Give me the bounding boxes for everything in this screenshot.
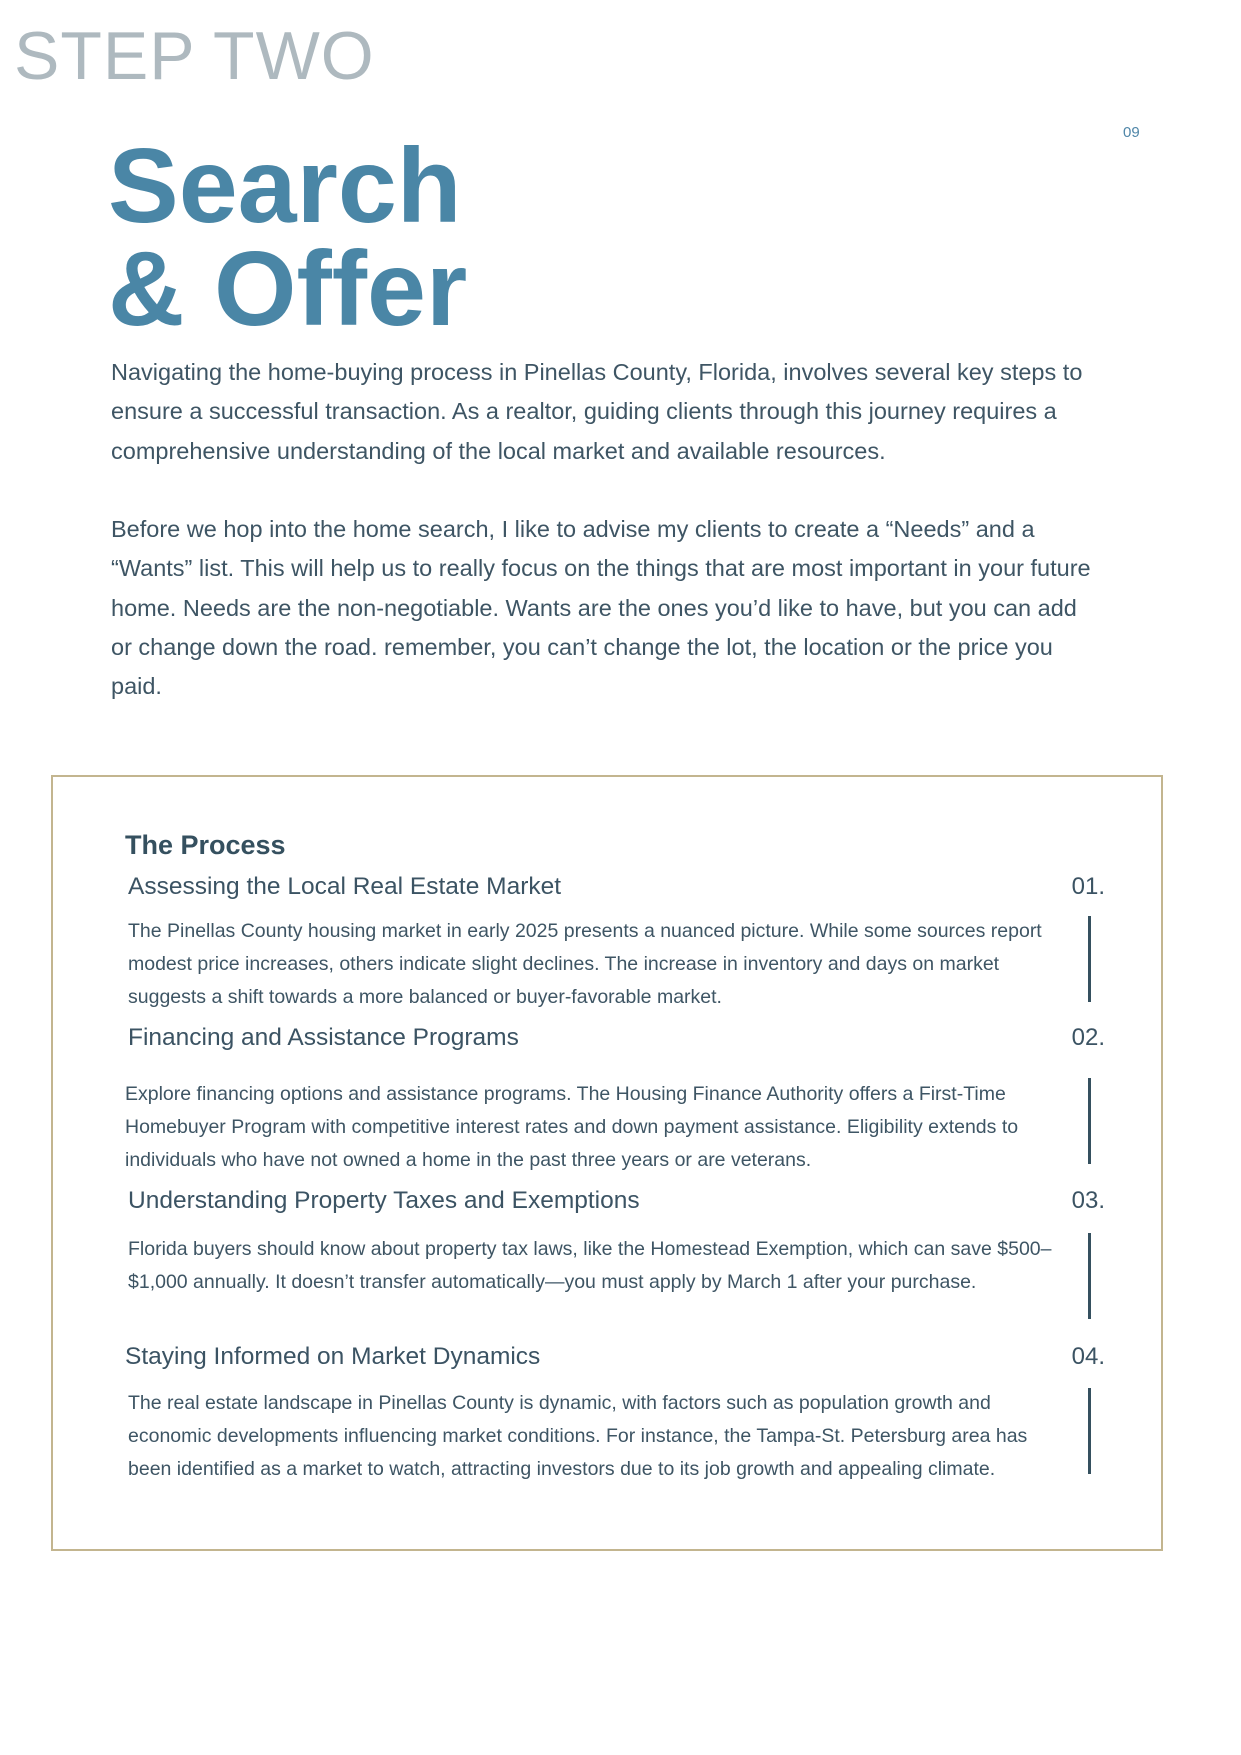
process-step-body: The real estate landscape in Pinellas County is dynamic, with factors such as population growth and economic developments influencing market conditions. For instance, the Tampa-St. Petersburg area has been identified as a market to watch, attracting investors due to its job growth and appealing climate. [128, 1392, 1028, 1480]
page-title-line-1: Search [108, 127, 462, 245]
process-step-number: 04. [1071, 1343, 1105, 1370]
process-heading: The Process [125, 830, 286, 860]
page-number: 09 [1123, 124, 1140, 141]
process-step-accent-bar [1088, 1078, 1091, 1164]
process-step-accent-bar [1088, 916, 1091, 1002]
page-title [108, 127, 468, 348]
page-title-line-2: & Offer [108, 230, 468, 348]
intro-paragraph-2: Before we hop into the home search, I like to advise my clients to create a “Needs” and a “Wants” list. This will help us to really focus on the things that are most important in your future home. Needs are the non-negotiable. Wants are the ones you’d like to have, but you can add or change down the road. remember, you can’t change the lot, the location or the price you paid. [111, 516, 1091, 700]
intro-paragraph-1: Navigating the home-buying process in Pinellas County, Florida, involves several key steps to ensure a successful transaction. As a realtor, guiding clients through this journey requires a comprehensive understanding of the local market and available resources. [111, 359, 1083, 464]
process-step-number: 01. [1071, 873, 1105, 900]
process-step-number: 02. [1071, 1024, 1105, 1051]
intro-text [111, 353, 1091, 707]
process-step-title: Staying Informed on Market Dynamics [125, 1343, 541, 1370]
process-step-title: Financing and Assistance Programs [128, 1024, 519, 1051]
process-box [51, 775, 1163, 1551]
process-step-title: Understanding Property Taxes and Exemptions [128, 1187, 640, 1214]
process-step-accent-bar [1088, 1233, 1091, 1319]
process-step-number: 03. [1071, 1187, 1105, 1214]
process-step-accent-bar [1088, 1388, 1091, 1474]
step-label: STEP TWO [14, 18, 375, 94]
process-step-body: Explore financing options and assistance programs. The Housing Finance Authority offers a First-Time Homebuyer Program with competitive interest rates and down payment assistance. Eligibility extends to individuals who have not owned a home in the past three years or are veterans. [125, 1083, 1019, 1171]
process-step-title: Assessing the Local Real Estate Market [128, 873, 562, 900]
process-step-body: The Pinellas County housing market in early 2025 presents a nuanced picture. While some sources report modest price increases, others indicate slight declines. The increase in inventory and days on market suggests a shift towards a more balanced or buyer-favorable market. [128, 920, 1042, 1008]
process-step-body: Florida buyers should know about property tax laws, like the Homestead Exemption, which can save $500–$1,000 annually. It doesn’t transfer automatically—you must apply by March 1 after your purchase. [128, 1238, 1052, 1293]
